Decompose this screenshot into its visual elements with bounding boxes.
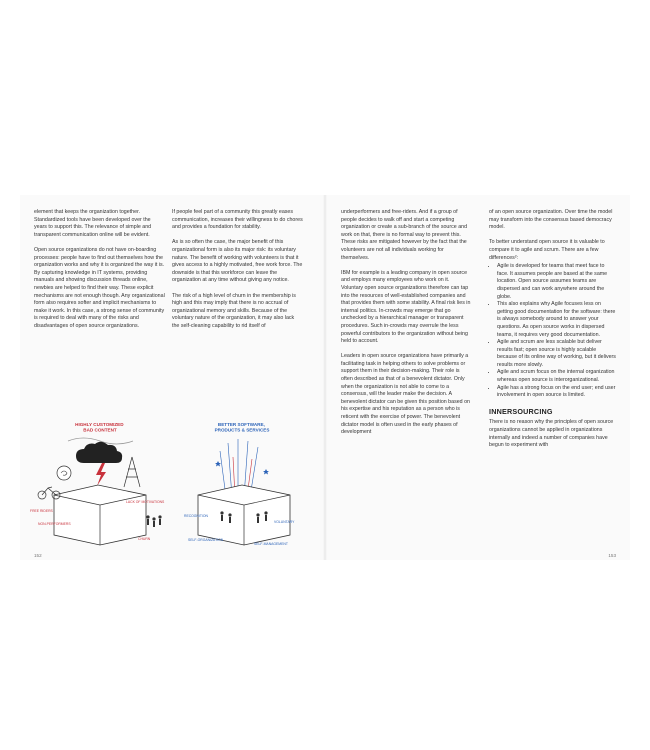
paragraph: There is no reason why the principles of open source organizations cannot be applied in organizations internally and indeed a number of companies have begun to experiment with (489, 419, 614, 449)
list-item: • Agile and scrum focus on the internal organization whereas open source is interorganizational. (497, 369, 617, 384)
paragraph: The risk of a high level of churn in the membership is high and this may imply that there is no accrual of organizational memory and skills. Because of the voluntary nature of the organization, it may also lack the self-cleaning capability to rid itself of (172, 292, 296, 329)
differences-list (489, 263, 617, 400)
page-number: 153 (608, 553, 616, 558)
paragraph: If people feel part of a community this greatly eases communication, increases their willingness to do chores and provides a foundation for stability. (172, 209, 303, 231)
paragraph: Leaders in open source organizations have primarily a facilitating task in helping others to solve problems or support them in their decision-making. Their role is often described as that of a benevolent dictator. Only when the organization is not able to come to a consensus, will the leader make the decision. A benevolent dictator can be given this position based on his expertise and his reputation as a person who is reticent with the exercise of power. The benevolent dictator model is often used in the early phases of development (341, 353, 470, 436)
page-number: 152 (34, 553, 42, 558)
label-self-organization: SELF-ORGANIZATION (188, 538, 224, 542)
left-page-column-1 (34, 209, 165, 338)
right-page (325, 195, 630, 560)
illustration-headline (75, 422, 125, 433)
illustration-headline (215, 422, 270, 433)
list-item: • This also explains why Agile focuses less on getting good documentation for the software: there is always somebody around to answer your questions. As open source works in dispersed teams, it requires very good documentation. (497, 301, 617, 339)
label-recognition: RECOGNITION (184, 514, 208, 518)
tower-icon (124, 457, 140, 487)
section-heading: INNERSOURCING (489, 407, 553, 417)
right-page-column-2 (489, 209, 617, 457)
paragraph: of an open source organization. Over time the model may transform into the consensus based democracy model. (489, 209, 613, 231)
lightning-icon (96, 463, 106, 486)
headline-line-2: BAD CONTENT (83, 427, 117, 433)
label-free-riders: FREE RIDERS (30, 509, 53, 513)
people-icon (146, 515, 161, 527)
thought-bubble (57, 466, 71, 480)
list-item: • Agile has a strong focus on the end user; end user involvement in open source is limited. (497, 385, 617, 400)
label-lack-of-motivations: LACK OF MOTIVATIONS (126, 500, 165, 504)
paragraph: IBM for example is a leading company in open source and employs many employees who work on it. Voluntary open source organizations therefore can tap into the resources of well-established companies and that provides them with some stability. A final risk lies in internal politics. In-crowds may emerge that go unchecked by a hierarchical manager or transparent procedures. Such in-crowds may overrule the less powerful contributors to the organization without being held to account. (341, 269, 471, 345)
storm-cloud-icon (76, 442, 122, 463)
label-churn: CHURN (138, 537, 151, 541)
paragraph: To better understand open source it is valuable to compare it to agile and scrum. There are a few differences²: (489, 239, 605, 261)
headline-line-2: PRODUCTS & SERVICES (214, 427, 270, 433)
right-page-column-1 (341, 209, 472, 444)
paragraph: As is so often the case, the major benefit of this organizational form is also its major risk: its voluntary nature. The benefit of working with volunteers is that it gives access to a highly motivated, free work force. The downside is that this workforce can leave the organization at any time without giving any notice. (172, 239, 303, 284)
list-item: • Agile and scrum are less scalable but deliver results fast; open source is highly scalable because of its online way of working, but it delivers results more slowly. (497, 339, 617, 369)
label-self-management: SELF-MANAGEMENT (254, 542, 288, 546)
illustration-better-software (170, 417, 316, 549)
left-page-column-2 (172, 209, 303, 338)
label-non-performers: NON-PERFORMERS (38, 522, 71, 526)
paragraph: element that keeps the organization together. Standardized tools have been developed over the years to support this. The relevance of simple and transparent communication online will be evident. (34, 209, 152, 238)
book-spread (20, 195, 630, 560)
headline-line-1: HIGHLY CUSTOMIZED (75, 422, 124, 427)
paragraph: Open source organizations do not have on-boarding processes: people have to find out themselves how the organization works and why it is organized the way it is. By capturing knowledge in IT systems, providing manuals and showing discussion threads online, newbies are helped to find their way. These explicit mechanisms are not enough though. Any organizational form also requires softer and implicit mechanisms to make it work. In this case, a strong sense of community is required to deal with many of the risks and disadvantages of open source organizations. (34, 246, 165, 329)
paragraph: underperformers and free-riders. And if a group of people decides to walk off and start a competing organization or create a sub-branch of the source and work on that, there is no formal way to prevent this. These risks are mitigated however by the fact that the volunteers are not all individuals working for themselves. (341, 209, 468, 261)
left-page (20, 195, 325, 560)
list-item: • Agile is developed for teams that meet face to face. It assumes people are based at the same location. Open source assumes teams are dispersed and can work anywhere around the globe. (497, 263, 617, 301)
illustration-bad-content (28, 417, 170, 549)
headline-line-1: BETTER SOFTWARE, (217, 422, 265, 427)
label-voluntary: VOLUNTARY (274, 520, 295, 524)
